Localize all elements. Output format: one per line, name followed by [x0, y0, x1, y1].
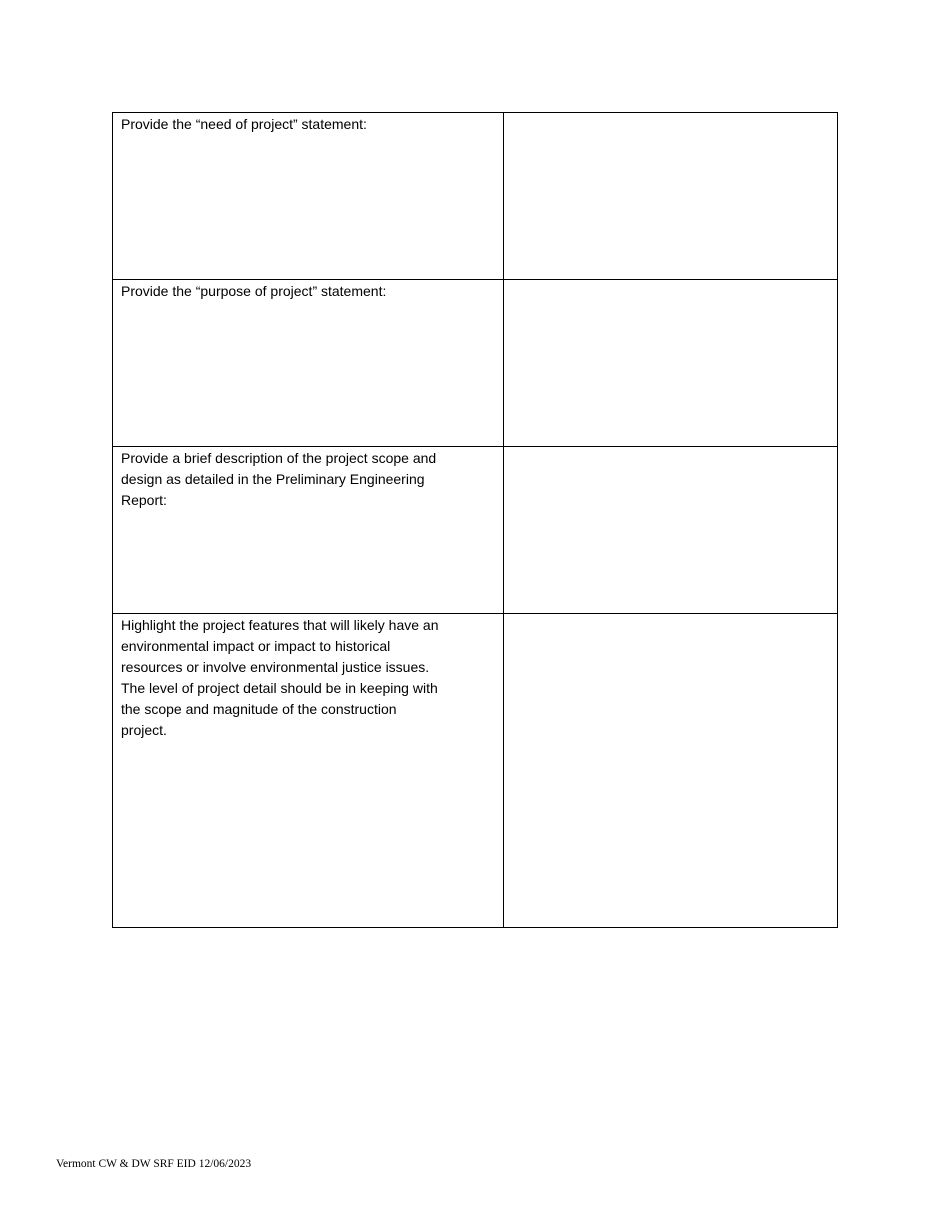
- question-text: Provide the “purpose of project” statement:: [121, 283, 387, 299]
- answer-field-purpose[interactable]: [504, 280, 838, 446]
- question-text: resources or involve environmental justice issues.: [121, 659, 430, 675]
- question-cell: [113, 614, 504, 927]
- answer-field-scope[interactable]: [504, 447, 838, 613]
- page-footer: Vermont CW & DW SRF EID 12/06/2023: [56, 1158, 252, 1170]
- question-text: Report:: [121, 492, 167, 508]
- question-text: Provide a brief description of the project scope and: [121, 450, 437, 466]
- question-text: The level of project detail should be in keeping with: [121, 680, 438, 696]
- question-text: environmental impact or impact to historical: [121, 638, 391, 654]
- question-text: project.: [121, 722, 167, 738]
- question-cell: [113, 113, 504, 279]
- answer-field-need[interactable]: [504, 113, 838, 279]
- project-description-table: [112, 112, 838, 928]
- question-cell: [113, 447, 504, 613]
- answer-field-environmental[interactable]: [504, 614, 838, 927]
- question-text: Provide the “need of project” statement:: [121, 116, 367, 132]
- question-text: Highlight the project features that will likely have an: [121, 617, 439, 633]
- table-row-purpose: [113, 280, 838, 447]
- table-row-scope: [113, 447, 838, 614]
- question-text: the scope and magnitude of the construction: [121, 701, 397, 717]
- table-row-environmental: [113, 614, 838, 928]
- question-text: design as detailed in the Preliminary Engineering: [121, 471, 425, 487]
- question-cell: [113, 280, 504, 446]
- table-row-need: [113, 113, 838, 280]
